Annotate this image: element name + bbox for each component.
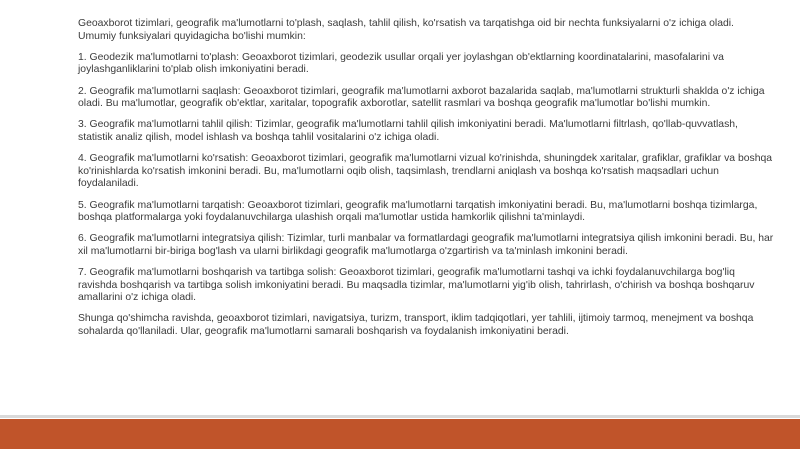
footer-band bbox=[0, 419, 800, 449]
item-5-paragraph: 5. Geografik ma'lumotlarni tarqatish: Geoaxborot tizimlari, geografik ma'lumotlarni tarqatish imkoniyatini beradi. Bu, ma'lumotlarni boshqa tizimlarga, boshqa platformalarga yoki foydalanuvchilarga ulashish orqali ma'lumotlar ustida hamkorlik qilishni ta'minlaydi. bbox=[78, 199, 758, 224]
item-3-paragraph: 3. Geografik ma'lumotlarni tahlil qilish: Tizimlar, geografik ma'lumotlarni tahlil qilish imkoniyatini beradi. Ma'lumotlarni filtrlash, qo'llab-quvvatlash, statistik analiz qilish, model ishlash va boshqa tahlil vositalarini o'z ichiga oladi. bbox=[78, 119, 738, 143]
item-7-paragraph: 7. Geografik ma'lumotlarni boshqarish va tartibga solish: Geoaxborot tizimlari, geografik ma'lumotlarni tashqi va ichki foydalanuvchilarga bog'liq ravishda boshqarish va tartibga solish imkoniyatini beradi. Bu maqsadla tizimlar, ma'lumotlarni yig'ib olish, tahrirlash, o'chirish va boshqa boshqaruv amallarini o'z ichiga oladi. bbox=[78, 267, 755, 304]
conclusion-paragraph: Shunga qo'shimcha ravishda, geoaxborot tizimlari, navigatsiya, turizm, transport, iklim tadqiqotlari, yer tahlili, ijtimoiy tarmoq, menejment va boshqa sohalarda qo'llaniladi. Ular, geografik ma'lumotlarni samarali boshqarish va foydalanish imkoniyatini beradi. bbox=[78, 313, 754, 338]
footer-divider bbox=[0, 415, 800, 418]
item-4-paragraph: 4. Geografik ma'lumotlarni ko'rsatish: Geoaxborot tizimlari, geografik ma'lumotlarni vizual ko'rinishda, shuningdek xaritalar, grafiklar, grafiklar va boshqa ko'rinishlarda ko'rsatish imkonini beradi. Bu, ma'lumotlarni oqib olish, taqsimlash, trendlarni aniqlash va boshqa ko'rsatish maqsadlari uchun foydalaniladi. bbox=[78, 153, 773, 190]
item-6-paragraph: 6. Geografik ma'lumotlarni integratsiya qilish: Tizimlar, turli manbalar va formatlardagi geografik ma'lumotlarni integratsiya qilish imkonini beradi. Bu, har xil ma'lumotlarni bir-biriga bog'lash va ularni birlikdagi geografik ma'lumotlarga o'zgartirish va ta'minlash imkonini beradi. bbox=[78, 233, 774, 257]
intro-paragraph: Geoaxborot tizimlari, geografik ma'lumotlarni to'plash, saqlash, tahlil qilish, ko'rsatish va tarqatishga oid bir nechta funksiyalarni o'z ichiga oladi. Umumiy funksiyalari quyidagicha bo'lishi mumkin: bbox=[78, 18, 734, 42]
item-2-paragraph: 2. Geografik ma'lumotlarni saqlash: Geoaxborot tizimlari, geografik ma'lumotlarni axborot bazalarida saqlab, ma'lumotlarni strukturli shaklda o'z ichiga oladi. Bu ma'lumotlar, geografik ob'ektlar, xaritalar, topografik axborotlar, satellit rasmlari va boshqa geografik ma'lumotlar bo'lishi mumkin. bbox=[78, 85, 765, 110]
item-1-paragraph: 1. Geodezik ma'lumotlarni to'plash: Geoaxborot tizimlari, geodezik usullar orqali yer joylashgan ob'ektlarning koordinatalarini, masofalarini va joylashganliklarini to'plab olish imkoniyatini beradi. bbox=[78, 51, 724, 76]
slide-body bbox=[78, 18, 774, 347]
